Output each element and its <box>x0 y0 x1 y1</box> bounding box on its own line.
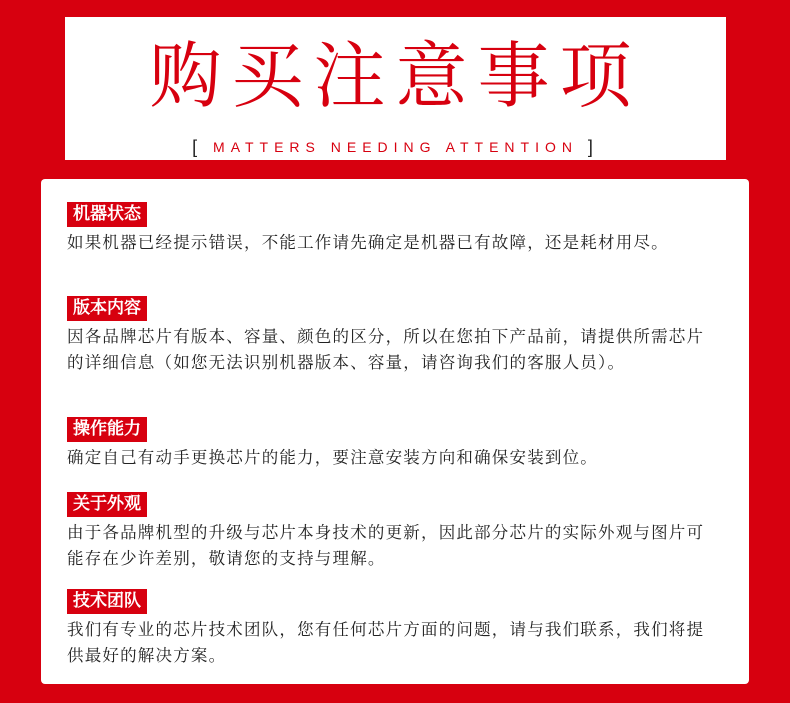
page-subtitle <box>65 137 726 156</box>
section-tag: 机器状态 <box>67 202 147 227</box>
section-tag: 版本内容 <box>67 296 147 321</box>
page-title: 购买注意事项 <box>149 34 642 118</box>
subtitle-text: MATTERS NEEDING ATTENTION <box>213 139 578 156</box>
section-body: 如果机器已经提示错误，不能工作请先确定是机器已有故障，还是耗材用尽。 <box>67 233 669 252</box>
section-tech-team <box>67 589 707 669</box>
bracket-left: [ <box>192 137 204 158</box>
section-body: 由于各品牌机型的升级与芯片本身技术的更新，因此部分芯片的实际外观与图片可能存在少许差别，敬请您的支持与理解。 <box>67 523 705 568</box>
section-operation-ability <box>67 417 707 471</box>
section-version-content <box>67 296 707 376</box>
bracket-right: ] <box>587 137 599 158</box>
section-tag: 技术团队 <box>67 589 147 614</box>
notes-card <box>41 179 749 684</box>
section-body: 确定自己有动手更换芯片的能力，要注意安装方向和确保安装到位。 <box>67 448 598 467</box>
section-body: 因各品牌芯片有版本、容量、颜色的区分，所以在您拍下产品前，请提供所需芯片的详细信息（如您无法识别机器版本、容量，请咨询我们的客服人员）。 <box>67 327 705 372</box>
section-body: 我们有专业的芯片技术团队，您有任何芯片方面的问题，请与我们联系，我们将提供最好的解决方案。 <box>67 620 705 665</box>
section-appearance <box>67 492 707 572</box>
section-tag: 关于外观 <box>67 492 147 517</box>
section-machine-status <box>67 202 707 256</box>
section-tag: 操作能力 <box>67 417 147 442</box>
title-card <box>65 17 726 160</box>
